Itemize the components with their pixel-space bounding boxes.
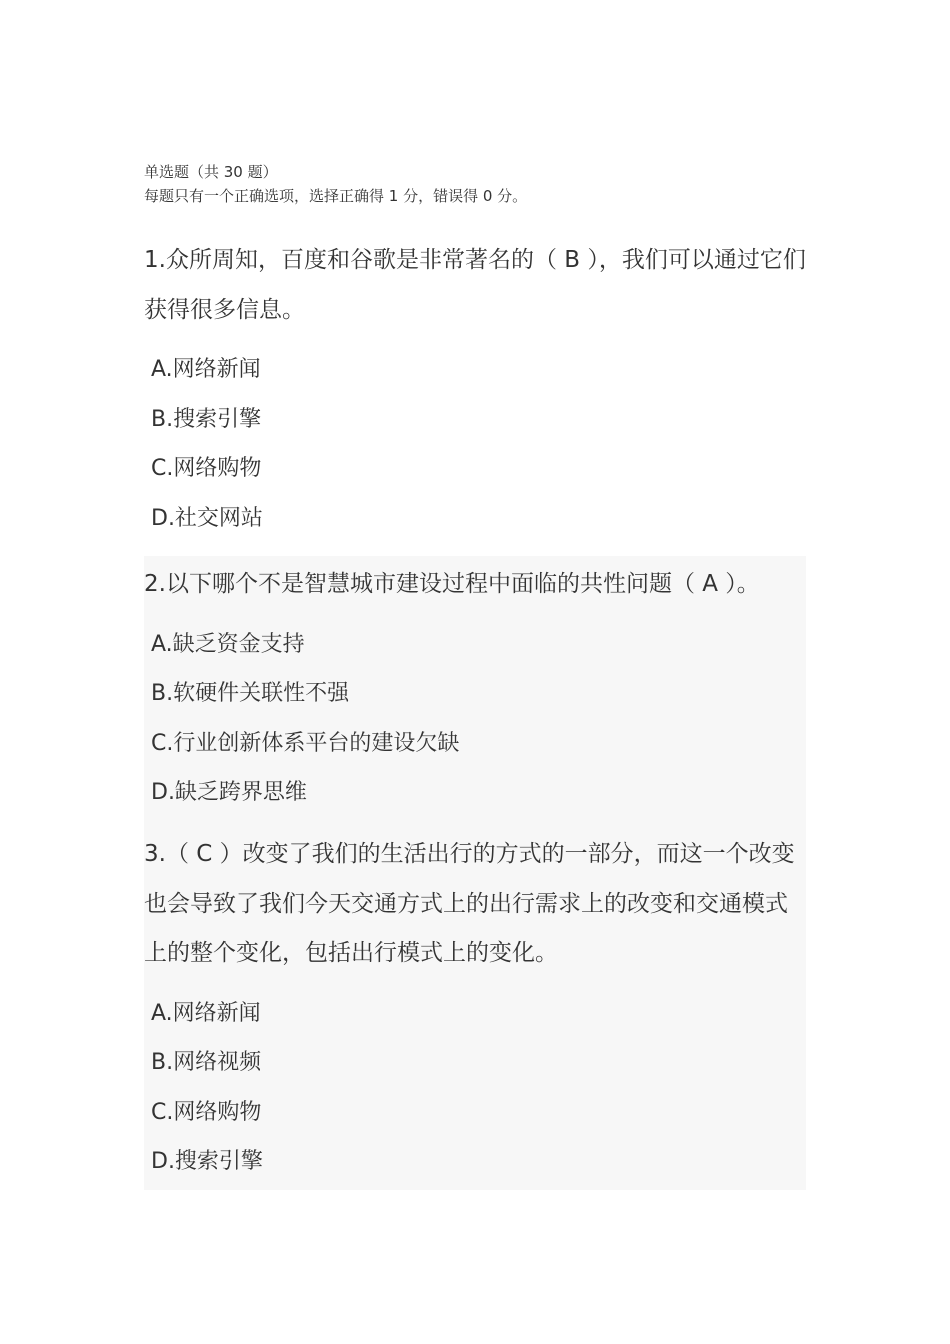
question-1-option-a: A.网络新闻 [151,357,261,382]
question-3-option-d: D.搜索引擎 [151,1149,263,1175]
question-2-text: 2.以下哪个不是智慧城市建设过程中面临的共性问题（ A ）。 [144,571,760,597]
question-1-text: 1.众所周知，百度和谷歌是非常著名的（ B ），我们可以通过它们获得很多信息。 [144,247,806,323]
question-2-option-a: A.缺乏资金支持 [151,631,305,657]
question-2-options [144,620,806,818]
question-3-option-a: A.网络新闻 [151,1000,261,1026]
section-title: 单选题（共 30 题） [144,163,278,181]
section-header [144,160,806,208]
question-3-text: 3.（ C ）改变了我们的生活出行的方式的一部分，而这一个改变也会导致了我们今天交通方式上的出行需求上的改变和交通模式上的整个变化，包括出行模式上的变化。 [144,841,795,966]
question-3-option-b: B.网络视频 [151,1050,262,1076]
question-3 [144,830,806,1187]
question-1 [144,236,806,543]
question-3-options [144,989,806,1187]
question-1-options [144,345,806,543]
question-2-option-d: D.缺乏跨界思维 [151,780,307,806]
question-1-option-c: C.网络购物 [151,456,262,482]
question-1-option-d: D.社交网站 [151,505,263,531]
question-3-option-c: C.网络购物 [151,1099,262,1125]
section-rule: 每题只有一个正确选项，选择正确得 1 分，错误得 0 分。 [144,187,528,205]
question-2-option-b: B.软硬件关联性不强 [151,681,350,707]
question-2-option-c: C.行业创新体系平台的建设欠缺 [151,730,460,756]
question-1-option-b: B.搜索引擎 [151,406,262,432]
